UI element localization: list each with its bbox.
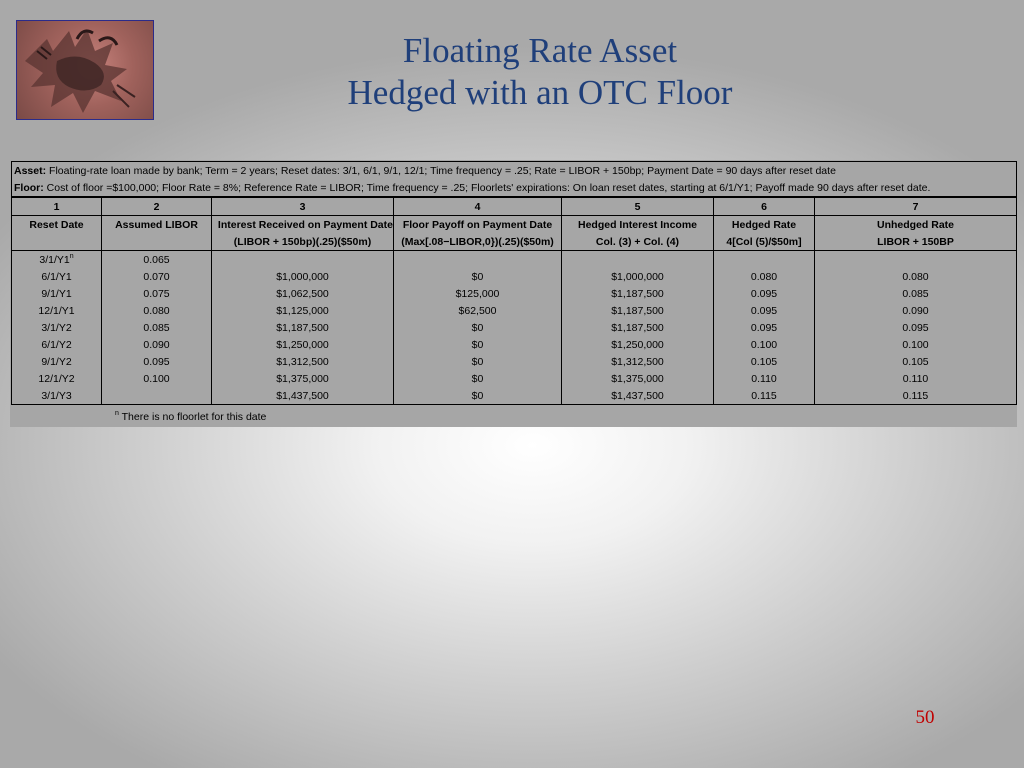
- table-cell: 0.065: [102, 251, 212, 269]
- column-subheader: [102, 233, 212, 251]
- column-header: Interest Received on Payment Date: [212, 216, 394, 234]
- title-line-1: Floating Rate Asset: [402, 31, 678, 70]
- table-cell: $1,250,000: [562, 336, 714, 353]
- asset-label: Asset:: [14, 164, 47, 177]
- table-row: [12, 319, 1017, 336]
- footnote: [115, 410, 266, 423]
- column-number: 1: [12, 197, 102, 216]
- table-cell: $1,000,000: [212, 268, 394, 285]
- floor-text: Cost of floor =$100,000; Floor Rate = 8%; Reference Rate = LIBOR; Time frequency = .25; Floorlets' expirations: On loan reset dates, starting at 6/1/Y1; Payoff made 90 days after reset date.: [43, 181, 931, 194]
- table-row: [12, 285, 1017, 302]
- table-cell: 0.085: [102, 319, 212, 336]
- header-row: [12, 216, 1017, 234]
- table-cell: $0: [394, 370, 562, 387]
- column-number-row: [12, 197, 1017, 216]
- table-cell: $0: [394, 336, 562, 353]
- table-cell: $1,375,000: [212, 370, 394, 387]
- table-cell: $1,187,500: [562, 302, 714, 319]
- column-header: Hedged Interest Income: [562, 216, 714, 234]
- table-cell: $1,125,000: [212, 302, 394, 319]
- page-number: 50: [915, 707, 935, 728]
- table-cell: 0.095: [714, 302, 815, 319]
- table-cell: $125,000: [394, 285, 562, 302]
- column-subheader: LIBOR + 150BP: [815, 233, 1017, 251]
- floor-label: Floor:: [14, 181, 44, 194]
- table-cell: $0: [394, 268, 562, 285]
- table-row: [12, 370, 1017, 387]
- table-cell: $1,437,500: [562, 387, 714, 405]
- table-row: [12, 251, 1017, 269]
- table-cell: 0.105: [815, 353, 1017, 370]
- table-cell: 6/1/Y1: [12, 268, 102, 285]
- table-cell: 0.100: [815, 336, 1017, 353]
- table-cell: 12/1/Y2: [12, 370, 102, 387]
- footnote-text: There is no floorlet for this date: [121, 411, 267, 423]
- table-cell: [562, 251, 714, 269]
- column-number: 7: [815, 197, 1017, 216]
- slide-title: [160, 30, 920, 114]
- table-cell: 3/1/Y1$^n$: [12, 251, 102, 269]
- column-number: 5: [562, 197, 714, 216]
- table-cell: [714, 251, 815, 269]
- table-cell: 0.075: [102, 285, 212, 302]
- footnote-marker: n: [115, 410, 119, 417]
- table-cell: 0.080: [102, 302, 212, 319]
- table-cell: 0.085: [815, 285, 1017, 302]
- bull-and-bear-icon: [17, 21, 153, 119]
- table-cell: 0.115: [815, 387, 1017, 405]
- asset-info-row: [12, 162, 1017, 180]
- column-subheader: Col. (3) + Col. (4): [562, 233, 714, 251]
- column-header: Unhedged Rate: [815, 216, 1017, 234]
- table-cell: 0.110: [815, 370, 1017, 387]
- title-line-2: Hedged with an OTC Floor: [347, 73, 733, 112]
- column-number: 3: [212, 197, 394, 216]
- table-row: [12, 336, 1017, 353]
- column-number: 6: [714, 197, 815, 216]
- table-cell: 0.095: [102, 353, 212, 370]
- floor-info-row: [12, 179, 1017, 197]
- table-cell: 0.095: [714, 285, 815, 302]
- table-row: [12, 268, 1017, 285]
- table-cell: $1,312,500: [562, 353, 714, 370]
- table-cell: 0.100: [714, 336, 815, 353]
- table-cell: 0.090: [815, 302, 1017, 319]
- asset-text: Floating-rate loan made by bank; Term = 2 years; Reset dates: 3/1, 6/1, 9/1, 12/1; Time frequency = .25; Rate = LIBOR + 150bp; Payment Date = 90 days after reset date: [46, 164, 836, 177]
- table-cell: $0: [394, 319, 562, 336]
- table-row: [12, 353, 1017, 370]
- table-cell: 9/1/Y2: [12, 353, 102, 370]
- column-header: Reset Date: [12, 216, 102, 234]
- table-cell: $1,250,000: [212, 336, 394, 353]
- table-cell: 0.110: [714, 370, 815, 387]
- column-subheader: [12, 233, 102, 251]
- column-subheader: (Max[.08−LIBOR,0})(.25)($50m): [394, 233, 562, 251]
- table-row: [12, 387, 1017, 405]
- table-cell: $0: [394, 387, 562, 405]
- table-cell: $1,187,500: [562, 285, 714, 302]
- table-cell: $1,312,500: [212, 353, 394, 370]
- table-cell: 12/1/Y1: [12, 302, 102, 319]
- table-cell: $1,187,500: [562, 319, 714, 336]
- table-cell: 0.080: [714, 268, 815, 285]
- subheader-row: [12, 233, 1017, 251]
- column-header: Floor Payoff on Payment Date: [394, 216, 562, 234]
- footnote-marker: n: [69, 253, 74, 260]
- column-number: 4: [394, 197, 562, 216]
- hedging-table: [11, 161, 1017, 405]
- table-cell: [394, 251, 562, 269]
- table-cell: 0.100: [102, 370, 212, 387]
- table-cell: $1,375,000: [562, 370, 714, 387]
- column-header: Assumed LIBOR: [102, 216, 212, 234]
- table-cell: [815, 251, 1017, 269]
- table-cell: 0.095: [714, 319, 815, 336]
- table-cell: $0: [394, 353, 562, 370]
- table-cell: 0.095: [815, 319, 1017, 336]
- logo-image: [16, 20, 154, 120]
- spreadsheet-table: [10, 160, 1017, 427]
- table-cell: 6/1/Y2: [12, 336, 102, 353]
- table-cell: $62,500: [394, 302, 562, 319]
- table-cell: [212, 251, 394, 269]
- column-header: Hedged Rate: [714, 216, 815, 234]
- table-cell: $1,187,500: [212, 319, 394, 336]
- table-cell: 9/1/Y1: [12, 285, 102, 302]
- column-subheader: (LIBOR + 150bp)(.25)($50m): [212, 233, 394, 251]
- table-cell: 0.090: [102, 336, 212, 353]
- table-cell: $1,000,000: [562, 268, 714, 285]
- table-cell: 3/1/Y3: [12, 387, 102, 405]
- table-cell: $1,062,500: [212, 285, 394, 302]
- table-cell: 0.080: [815, 268, 1017, 285]
- column-number: 2: [102, 197, 212, 216]
- table-cell: 3/1/Y2: [12, 319, 102, 336]
- table-cell: 0.105: [714, 353, 815, 370]
- table-cell: [102, 387, 212, 405]
- table-cell: $1,437,500: [212, 387, 394, 405]
- column-subheader: 4[Col (5)/$50m]: [714, 233, 815, 251]
- table-row: [12, 302, 1017, 319]
- table-cell: 0.070: [102, 268, 212, 285]
- table-cell: 0.115: [714, 387, 815, 405]
